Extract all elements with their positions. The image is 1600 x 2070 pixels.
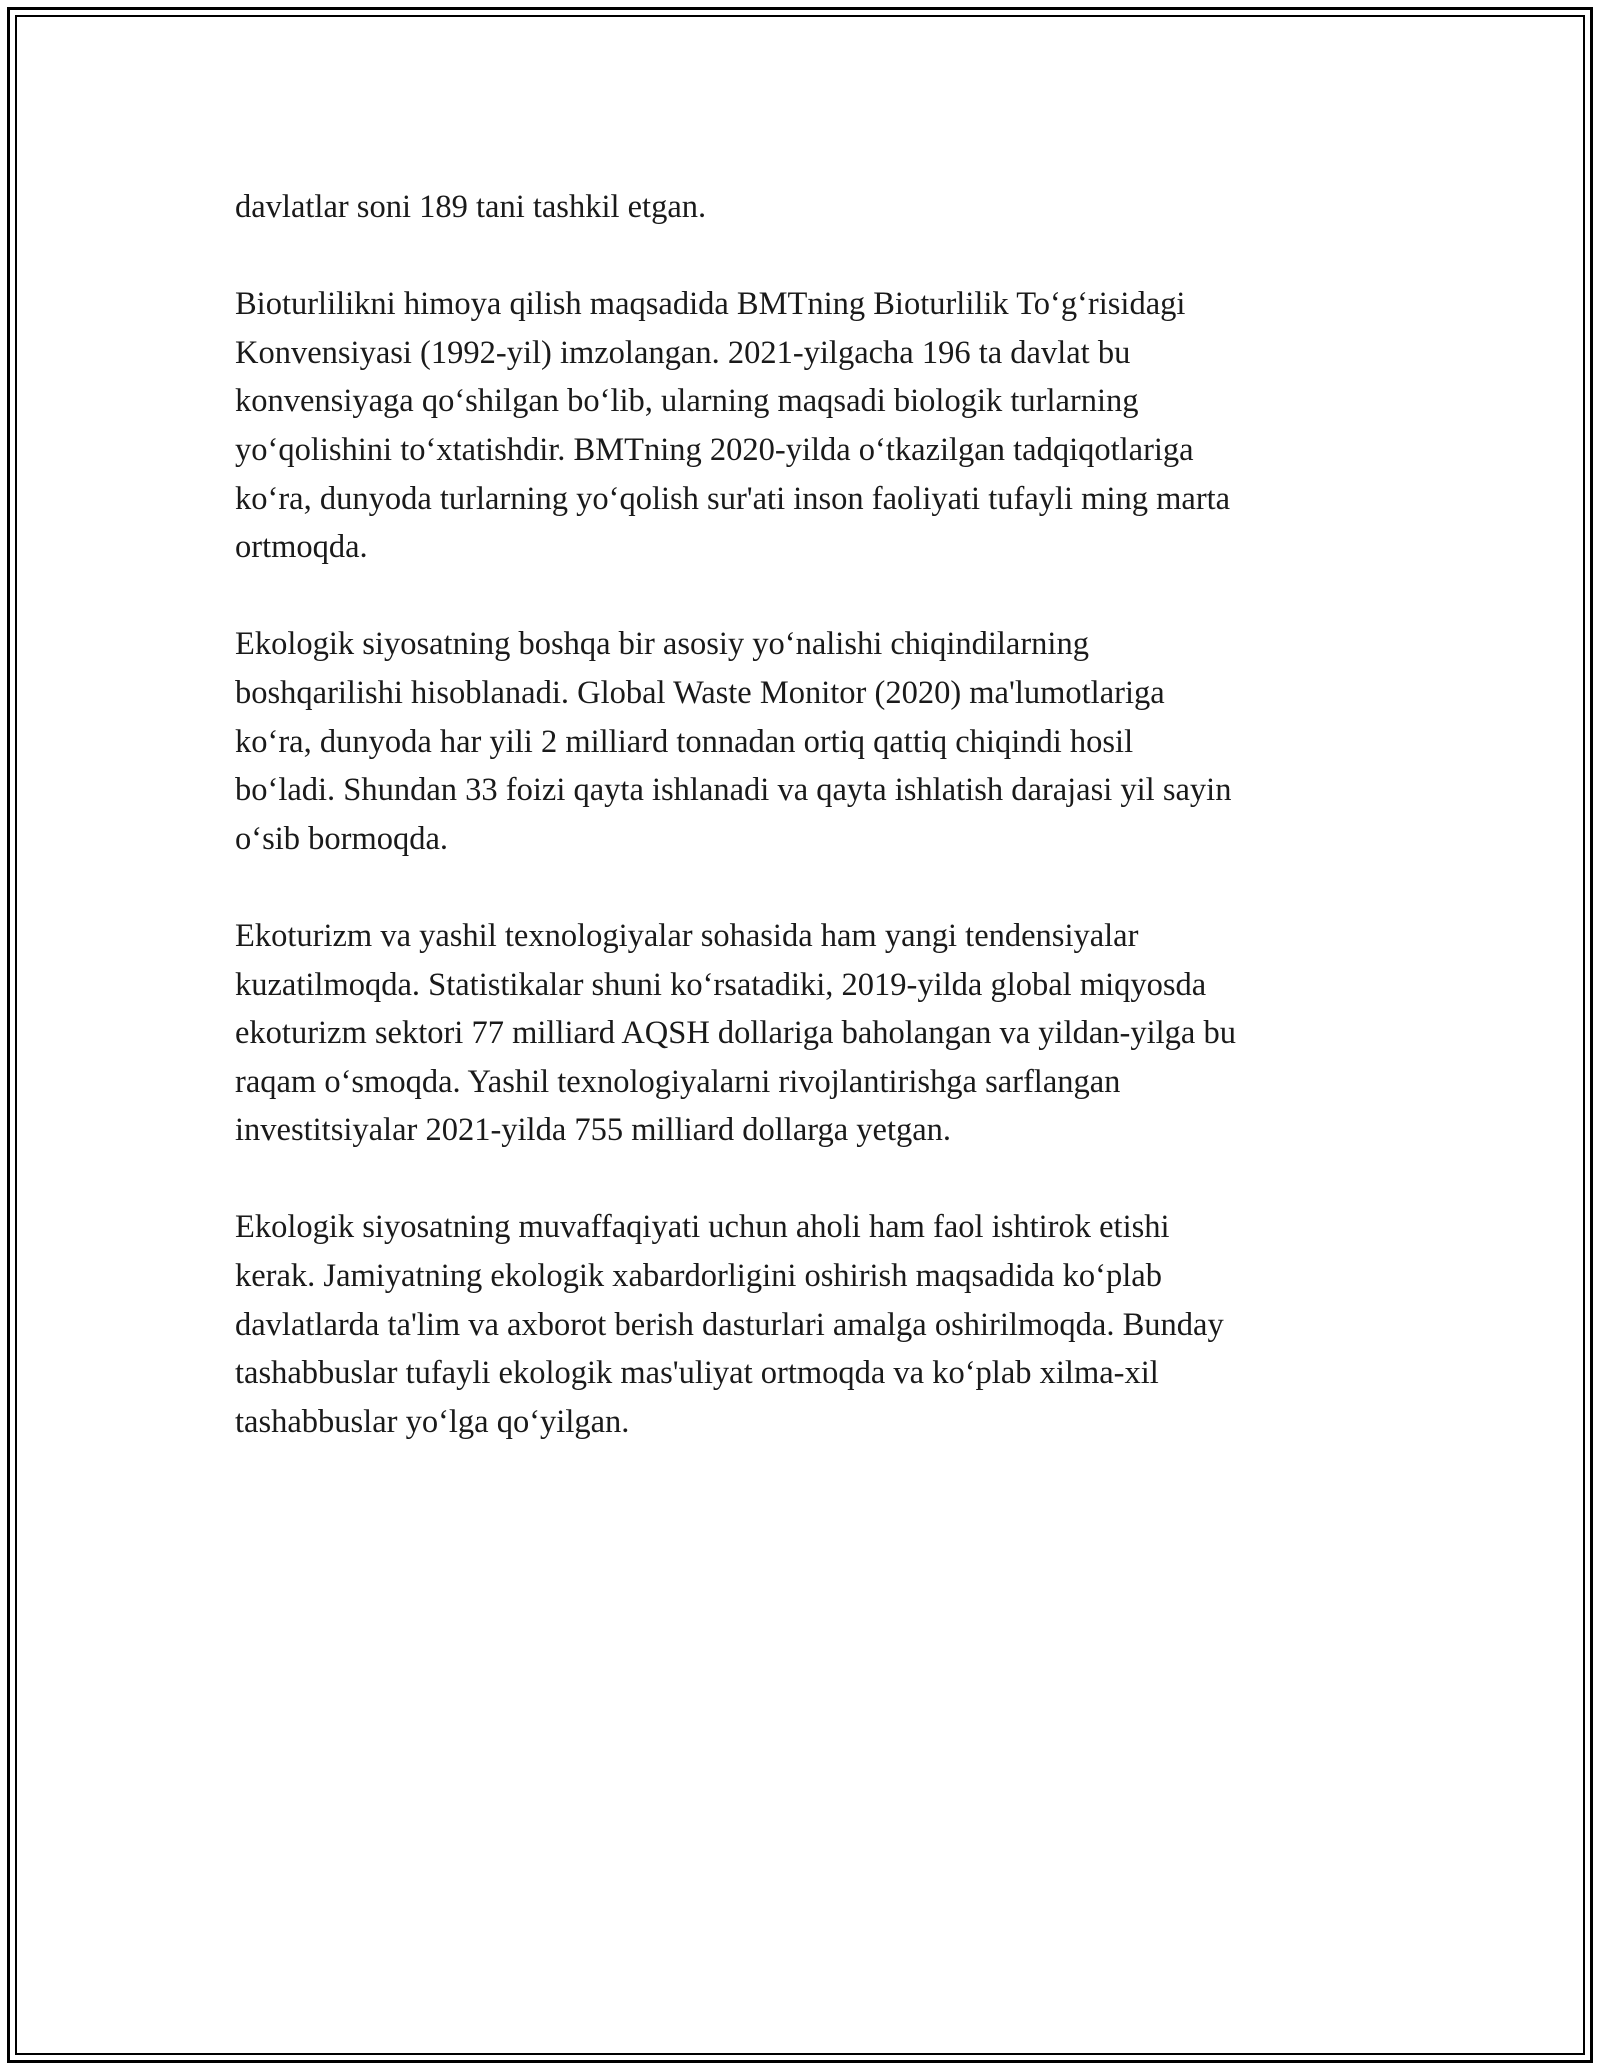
text-line: ko‘ra, dunyoda har yili 2 milliard tonnadan ortiq qattiq chiqindi hosil [235, 723, 1134, 760]
text-line: investitsiyalar 2021-yilda 755 milliard dollarga yetgan. [235, 1112, 952, 1149]
text-line: konvensiyaga qo‘shilgan bo‘lib, ularning maqsadi biologik turlarning [235, 383, 1139, 420]
text-line: boshqarilishi hisoblanadi. Global Waste Monitor (2020) ma'lumotlariga [235, 674, 1165, 711]
paragraph-biodiversity [235, 280, 1375, 572]
text-line: davlatlarda ta'lim va axborot berish dasturlari amalga oshirilmoqda. Bunday [235, 1306, 1224, 1343]
text-line: Ekologik siyosatning boshqa bir asosiy yo‘nalishi chiqindilarning [235, 626, 1089, 663]
paragraph-ecotourism [235, 912, 1375, 1155]
text-line: tashabbuslar tufayli ekologik mas'uliyat ortmoqda va ko‘plab xilma-xil [235, 1355, 1159, 1392]
text-line: raqam o‘smoqda. Yashil texnologiyalarni rivojlantirishga sarflangan [235, 1063, 1121, 1100]
text-line: Ekologik siyosatning muvaffaqiyati uchun aholi ham faol ishtirok etishi [235, 1209, 1170, 1246]
text-line: Bioturlilikni himoya qilish maqsadida BMTning Bioturlilik To‘g‘risidagi [235, 286, 1186, 323]
text-line: tashabbuslar yo‘lga qo‘yilgan. [235, 1403, 630, 1440]
text-line: Konvensiyasi (1992-yil) imzolangan. 2021-yilgacha 196 ta davlat bu [235, 334, 1131, 371]
text-line: kerak. Jamiyatning ekologik xabardorligini oshirish maqsadida ko‘plab [235, 1258, 1162, 1295]
text-line: o‘sib bormoqda. [235, 820, 449, 857]
text-line: ekoturizm sektori 77 milliard AQSH dollariga baholangan va yildan-yilga bu [235, 1015, 1236, 1052]
text-line: ortmoqda. [235, 529, 368, 566]
text-line: kuzatilmoqda. Statistikalar shuni ko‘rsatadiki, 2019-yilda global miqyosda [235, 966, 1207, 1003]
text-line: ko‘ra, dunyoda turlarning yo‘qolish sur'ati inson faoliyati tufayli ming marta [235, 480, 1231, 517]
paragraph-continuation [235, 183, 1375, 232]
text-line: davlatlar soni 189 tani tashkil etgan. [235, 189, 707, 225]
text-line: bo‘ladi. Shundan 33 foizi qayta ishlanadi va qayta ishlatish darajasi yil sayin [235, 772, 1232, 809]
text-line: Ekoturizm va yashil texnologiyalar sohasida ham yangi tendensiyalar [235, 917, 1139, 954]
paragraph-waste-management [235, 620, 1375, 863]
paragraph-public-participation [235, 1203, 1375, 1446]
document-body [235, 183, 1375, 1446]
text-line: yo‘qolishini to‘xtatishdir. BMTning 2020-yilda o‘tkazilgan tadqiqotlariga [235, 431, 1194, 468]
